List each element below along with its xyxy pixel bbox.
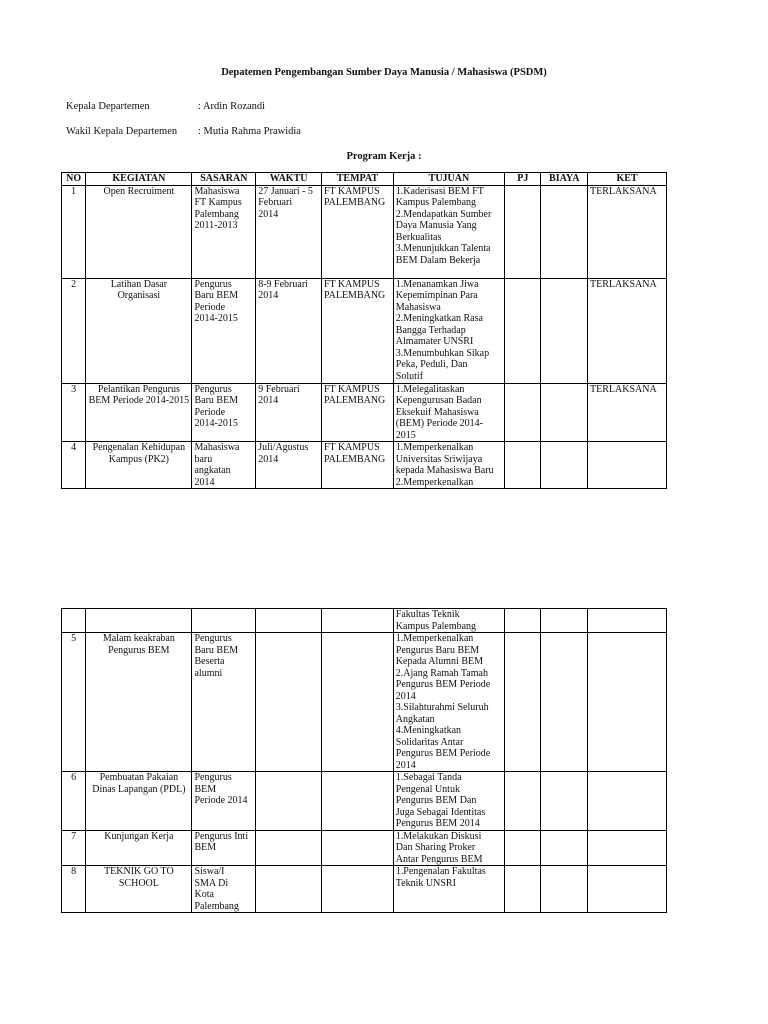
cell-line: 27 Januari - 5 bbox=[258, 185, 313, 197]
kepala-departemen-label: Kepala Departemen bbox=[66, 101, 150, 112]
cell-line: 2014-2015 bbox=[194, 313, 238, 324]
cell-line: PALEMBANG bbox=[323, 290, 386, 301]
cell-line: Angkatan bbox=[395, 713, 435, 725]
cell-line: 3.Menunjukkan Talenta bbox=[395, 243, 491, 254]
cell-line: Juli/Agustus bbox=[258, 442, 309, 453]
cell-pj bbox=[505, 830, 541, 866]
cell-line: PALEMBANG bbox=[323, 453, 386, 465]
cell-line: Pengenal Untuk bbox=[395, 783, 460, 795]
cell-line: Kepengurusan Badan bbox=[395, 395, 482, 406]
cell-kegiatan: Malam keakraban Pengurus BEM bbox=[86, 633, 192, 772]
cell-line: BEM Dalam Bekerja bbox=[395, 254, 481, 266]
cell-line: 2014 bbox=[395, 759, 416, 771]
cell-line: Baru BEM bbox=[194, 290, 239, 301]
cell-line: 9 Februari bbox=[258, 383, 300, 395]
cell-biaya bbox=[541, 442, 588, 489]
cell-kegiatan: Open Recruiment bbox=[86, 185, 192, 278]
cell-kegiatan: Kunjungan Kerja bbox=[86, 830, 192, 866]
cell-tujuan bbox=[393, 442, 504, 489]
cell-tempat bbox=[321, 866, 393, 913]
cell-sasaran bbox=[192, 633, 256, 772]
cell-ket: TERLAKSANA bbox=[588, 185, 667, 278]
cell-line: alumni bbox=[194, 667, 223, 679]
kepala-departemen-row bbox=[66, 101, 265, 113]
cell-pj bbox=[505, 383, 541, 442]
program-kerja-table-page-1 bbox=[61, 172, 667, 489]
cell-line: 2.Memperkenalkan bbox=[395, 476, 474, 488]
cell-line: Almamater UNSRI bbox=[395, 336, 474, 347]
cell-ket: TERLAKSANA bbox=[588, 278, 667, 383]
cell-line: Pengurus bbox=[194, 278, 232, 290]
cell-ket bbox=[588, 830, 667, 866]
cell-line: 1.Menanamkan Jiwa bbox=[395, 278, 479, 290]
cell-line: Palembang bbox=[194, 208, 239, 220]
cell-tempat bbox=[321, 633, 393, 772]
cell-line: 2015 bbox=[395, 429, 416, 441]
cell-line: Teknik UNSRI bbox=[395, 877, 456, 889]
cell-line: 2014-2015 bbox=[194, 418, 238, 429]
cell-biaya bbox=[541, 830, 588, 866]
cell-line: 2011-2013 bbox=[194, 220, 238, 231]
header-ket: KET bbox=[588, 173, 667, 186]
cell-line: Siswa/I bbox=[194, 866, 225, 877]
cell-kegiatan: Latihan Dasar Organisasi bbox=[86, 278, 192, 383]
cell-line: PALEMBANG bbox=[323, 395, 386, 406]
cell-line: Periode 2014 bbox=[194, 795, 248, 806]
cell-waktu bbox=[256, 383, 322, 442]
cell-line: 2014 bbox=[258, 453, 279, 465]
cell-line: Mahasiswa bbox=[395, 301, 441, 313]
cell-biaya bbox=[541, 633, 588, 772]
cell-line: 2.Ajang Ramah Tamah bbox=[395, 667, 488, 679]
cell-line: Pengurus bbox=[194, 633, 232, 644]
cell-tempat bbox=[321, 830, 393, 866]
wakil-kepala-departemen-row bbox=[66, 126, 301, 138]
cell-no bbox=[62, 609, 86, 633]
cell-tempat bbox=[321, 442, 393, 489]
table-row bbox=[62, 609, 667, 633]
cell-line: Pengurus bbox=[194, 772, 232, 783]
cell-biaya bbox=[541, 383, 588, 442]
cell-tempat bbox=[321, 772, 393, 831]
cell-line: 1.Memperkenalkan bbox=[395, 442, 474, 453]
cell-line: Kampus Palembang bbox=[395, 620, 477, 632]
header-pj: PJ bbox=[505, 173, 541, 186]
wakil-kepala-departemen-label: Wakil Kepala Departemen bbox=[66, 126, 178, 137]
table-row bbox=[62, 772, 667, 831]
cell-sasaran bbox=[192, 609, 256, 633]
cell-line: BEM bbox=[194, 842, 217, 853]
cell-no: 4 bbox=[62, 442, 86, 489]
cell-line: Baru BEM bbox=[194, 644, 239, 656]
cell-line: SMA Di bbox=[194, 877, 229, 889]
cell-line: Kepada Alumni BEM bbox=[395, 656, 484, 667]
cell-kegiatan: Pembuatan Pakaian Dinas Lapangan (PDL) bbox=[86, 772, 192, 831]
cell-line: angkatan bbox=[194, 465, 231, 476]
cell-line: 4.Meningkatkan bbox=[395, 725, 462, 736]
cell-sasaran bbox=[192, 442, 256, 489]
cell-line: 1.Melakukan Diskusi bbox=[395, 830, 482, 842]
cell-line: 1.Memperkenalkan bbox=[395, 633, 474, 644]
cell-line: Palembang bbox=[194, 900, 239, 912]
cell-line: 1.Pengenalan Fakultas bbox=[395, 866, 486, 877]
cell-line: 8-9 Februari bbox=[258, 278, 308, 290]
header-biaya: BIAYA bbox=[541, 173, 588, 186]
cell-sasaran bbox=[192, 830, 256, 866]
table-row bbox=[62, 866, 667, 913]
cell-ket bbox=[588, 442, 667, 489]
table-row bbox=[62, 383, 667, 442]
header-sasaran: SASARAN bbox=[192, 173, 256, 186]
cell-no: 7 bbox=[62, 830, 86, 866]
cell-line: PALEMBANG bbox=[323, 197, 386, 208]
cell-line: Pengurus BEM Periode bbox=[395, 748, 491, 759]
cell-tempat bbox=[321, 383, 393, 442]
cell-ket bbox=[588, 772, 667, 831]
cell-waktu bbox=[256, 830, 322, 866]
cell-line: 2.Meningkatkan Rasa bbox=[395, 313, 483, 324]
cell-no: 6 bbox=[62, 772, 86, 831]
kepala-departemen-value: : Ardin Rozandi bbox=[198, 101, 266, 112]
cell-biaya bbox=[541, 772, 588, 831]
cell-line: Dan Sharing Proker bbox=[395, 842, 476, 853]
cell-line: FT KAMPUS bbox=[323, 278, 380, 290]
cell-tempat bbox=[321, 609, 393, 633]
table-row bbox=[62, 278, 667, 383]
cell-line: Periode bbox=[194, 301, 226, 313]
cell-line: Solidaritas Antar bbox=[395, 736, 464, 748]
cell-waktu bbox=[256, 185, 322, 278]
cell-ket: TERLAKSANA bbox=[588, 383, 667, 442]
cell-pj bbox=[505, 442, 541, 489]
cell-line: Berkualitas bbox=[395, 231, 442, 243]
cell-waktu bbox=[256, 442, 322, 489]
cell-pj bbox=[505, 772, 541, 831]
cell-line: Pengurus Baru BEM bbox=[395, 644, 480, 656]
cell-line: 1.Kaderisasi BEM FT bbox=[395, 185, 484, 197]
cell-line: FT KAMPUS bbox=[323, 185, 380, 197]
cell-line: Eksekuif Mahasiswa bbox=[395, 406, 479, 418]
cell-tujuan bbox=[393, 633, 504, 772]
cell-line: 2.Mendapatkan Sumber bbox=[395, 208, 492, 220]
cell-pj bbox=[505, 278, 541, 383]
cell-line: Pengurus bbox=[194, 383, 232, 395]
cell-tempat bbox=[321, 185, 393, 278]
cell-line: FT Kampus bbox=[194, 197, 242, 208]
table-header-row bbox=[62, 173, 667, 186]
cell-pj bbox=[505, 633, 541, 772]
cell-kegiatan: TEKNIK GO TO SCHOOL bbox=[86, 866, 192, 913]
cell-waktu bbox=[256, 633, 322, 772]
cell-tempat bbox=[321, 278, 393, 383]
cell-line: 3.Menumbuhkan Sikap bbox=[395, 347, 490, 359]
cell-tujuan bbox=[393, 185, 504, 278]
cell-waktu bbox=[256, 772, 322, 831]
cell-line: baru bbox=[194, 453, 213, 465]
cell-pj bbox=[505, 185, 541, 278]
cell-kegiatan: Pelantikan Pengurus BEM Periode 2014-2015 bbox=[86, 383, 192, 442]
cell-pj bbox=[505, 866, 541, 913]
cell-sasaran bbox=[192, 278, 256, 383]
program-kerja-heading: Program Kerja : bbox=[346, 151, 422, 162]
cell-line: Kampus Palembang bbox=[395, 197, 477, 208]
cell-line: Periode bbox=[194, 406, 226, 418]
cell-line: Fakultas Teknik bbox=[395, 609, 460, 620]
cell-line: 2014 bbox=[258, 395, 279, 406]
cell-biaya bbox=[541, 866, 588, 913]
cell-line: Antar Pengurus BEM bbox=[395, 853, 483, 865]
cell-line: Mahasiswa bbox=[194, 442, 240, 453]
cell-no: 8 bbox=[62, 866, 86, 913]
table-row bbox=[62, 633, 667, 772]
cell-line: Kota bbox=[194, 889, 214, 900]
cell-ket bbox=[588, 633, 667, 772]
cell-line: 2014 bbox=[258, 208, 279, 220]
cell-line: Mahasiswa bbox=[194, 185, 240, 197]
cell-line: Peka, Peduli, Dan bbox=[395, 359, 468, 370]
program-kerja-table-page-2 bbox=[61, 608, 667, 913]
cell-biaya bbox=[541, 185, 588, 278]
cell-line: Beserta bbox=[194, 656, 225, 667]
header-no: NO bbox=[62, 173, 86, 186]
wakil-kepala-departemen-value: : Mutia Rahma Prawidia bbox=[198, 126, 301, 137]
cell-tujuan bbox=[393, 830, 504, 866]
cell-ket bbox=[588, 609, 667, 633]
cell-line: Pengurus BEM 2014 bbox=[395, 818, 480, 829]
cell-no: 5 bbox=[62, 633, 86, 772]
cell-line: Juga Sebagai Identitas bbox=[395, 806, 486, 818]
cell-tujuan bbox=[393, 866, 504, 913]
cell-tujuan bbox=[393, 383, 504, 442]
cell-line: Baru BEM bbox=[194, 395, 239, 406]
cell-line: 3.Silahturahmi Seluruh bbox=[395, 702, 489, 713]
cell-biaya bbox=[541, 609, 588, 633]
table-row bbox=[62, 830, 667, 866]
cell-tujuan bbox=[393, 609, 504, 633]
table-row bbox=[62, 442, 667, 489]
document-title: Depatemen Pengembangan Sumber Daya Manusia / Mahasiswa (PSDM) bbox=[221, 67, 547, 78]
cell-line: Daya Manusia Yang bbox=[395, 220, 477, 231]
cell-pj bbox=[505, 609, 541, 633]
cell-sasaran bbox=[192, 866, 256, 913]
cell-line: Februari bbox=[258, 197, 293, 208]
cell-kegiatan bbox=[86, 609, 192, 633]
cell-line: Pengurus Inti bbox=[194, 830, 249, 842]
cell-line: 1.Sebagai Tanda bbox=[395, 772, 462, 783]
cell-line: 2014 bbox=[194, 476, 215, 488]
header-waktu: WAKTU bbox=[256, 173, 322, 186]
cell-line: Kepemimpinan Para bbox=[395, 290, 478, 301]
cell-waktu bbox=[256, 278, 322, 383]
cell-line: Pengurus BEM Dan bbox=[395, 795, 477, 806]
cell-biaya bbox=[541, 278, 588, 383]
cell-sasaran bbox=[192, 772, 256, 831]
cell-line: Pengurus BEM Periode bbox=[395, 679, 491, 690]
cell-line: 1.Melegalitaskan bbox=[395, 383, 465, 395]
cell-no: 1 bbox=[62, 185, 86, 278]
cell-line: Universitas Sriwijaya bbox=[395, 453, 483, 465]
cell-sasaran bbox=[192, 383, 256, 442]
cell-waktu bbox=[256, 609, 322, 633]
cell-line: Bangga Terhadap bbox=[395, 324, 466, 336]
cell-tujuan bbox=[393, 278, 504, 383]
cell-waktu bbox=[256, 866, 322, 913]
cell-line: (BEM) Periode 2014- bbox=[395, 418, 484, 429]
cell-ket bbox=[588, 866, 667, 913]
cell-sasaran bbox=[192, 185, 256, 278]
cell-line: kepada Mahasiswa Baru bbox=[395, 465, 494, 476]
cell-line: FT KAMPUS bbox=[323, 383, 380, 395]
header-kegiatan: KEGIATAN bbox=[86, 173, 192, 186]
cell-tujuan bbox=[393, 772, 504, 831]
cell-no: 2 bbox=[62, 278, 86, 383]
cell-line: 2014 bbox=[258, 290, 279, 301]
cell-line: 2014 bbox=[395, 690, 416, 702]
header-tujuan: TUJUAN bbox=[393, 173, 504, 186]
cell-kegiatan: Pengenalan Kehidupan Kampus (PK2) bbox=[86, 442, 192, 489]
cell-line: FT KAMPUS bbox=[323, 442, 380, 453]
table-row bbox=[62, 185, 667, 278]
cell-no: 3 bbox=[62, 383, 86, 442]
header-tempat: TEMPAT bbox=[321, 173, 393, 186]
cell-line: BEM bbox=[194, 783, 217, 795]
cell-line: Solutif bbox=[395, 370, 424, 382]
